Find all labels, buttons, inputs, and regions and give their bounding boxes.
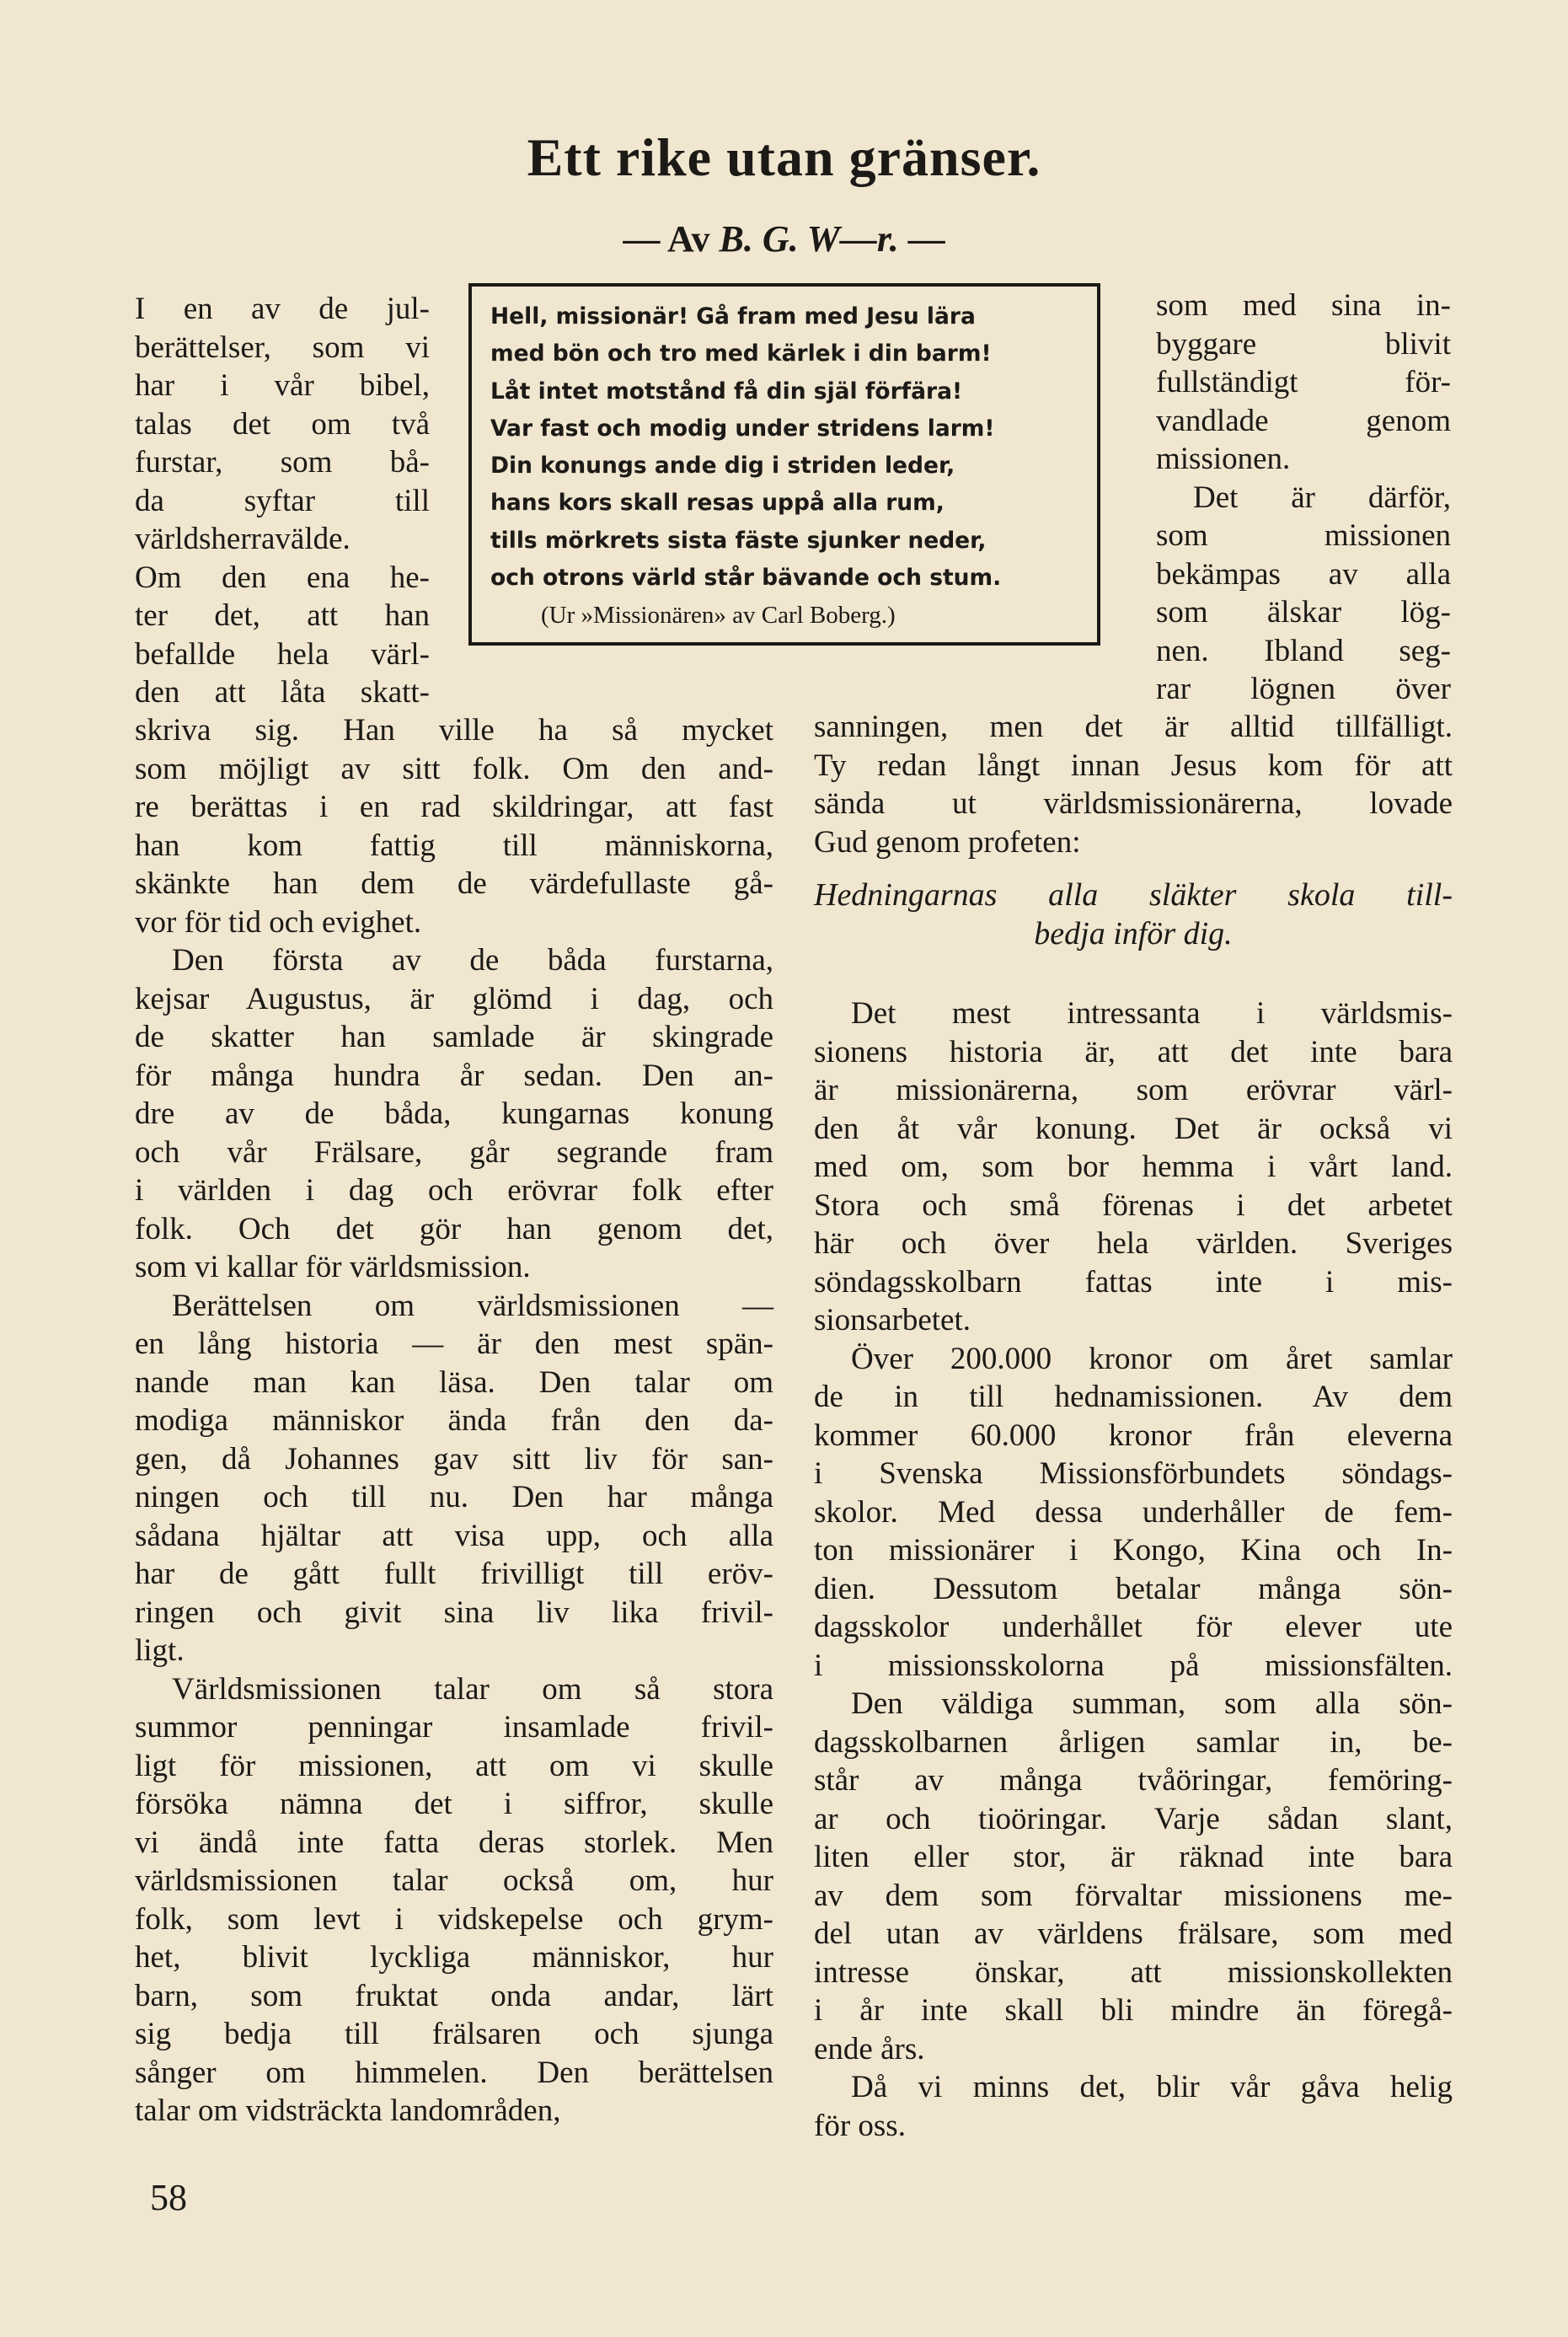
text-line: Den första av de båda furstarna, bbox=[172, 943, 773, 978]
text-line: här och över hela världen. Sveriges bbox=[814, 1226, 1453, 1261]
right-column-text-b bbox=[814, 994, 1453, 2145]
text-line: är missionärerna, som erövrar värl- bbox=[814, 1073, 1453, 1107]
text-line: de in till hednamissionen. Av dem bbox=[814, 1380, 1453, 1414]
text-line: försöka nämna det i siffror, skulle bbox=[135, 1787, 773, 1821]
text-line: sånger om himmelen. Den berättelsen bbox=[135, 2055, 773, 2090]
byline-author: B. G. W—r. bbox=[719, 218, 899, 260]
byline-prefix: — Av bbox=[623, 218, 720, 260]
text-line: Då vi minns det, blir vår gåva helig bbox=[851, 2070, 1453, 2104]
text-line: Det mest intressanta i världsmis- bbox=[851, 996, 1453, 1031]
text-line: står av många tvåöringar, femöring- bbox=[814, 1763, 1453, 1798]
left-column-text bbox=[135, 711, 773, 2131]
poem-line: hans kors skall resas uppå alla rum, bbox=[490, 490, 945, 517]
text-line: I en av de jul- bbox=[135, 292, 430, 326]
text-line: världsherravälde. bbox=[135, 522, 351, 556]
text-line: befallde hela värl- bbox=[135, 636, 430, 672]
byline-suffix: — bbox=[898, 218, 945, 260]
page-title: Ett rike utan gränser. bbox=[527, 127, 1041, 187]
text-line: rar lögnen över bbox=[1156, 672, 1451, 706]
text-line: berättelser, som vi bbox=[135, 330, 430, 365]
right-column-wrap-text bbox=[1156, 287, 1451, 709]
text-line: söndagsskolbarn fattas inte i mis- bbox=[814, 1264, 1453, 1300]
quote-line: Hedningarnas alla släkter skola till- bbox=[814, 877, 1453, 913]
text-line: vor för tid och evighet. bbox=[135, 904, 422, 940]
text-line: Över 200.000 kronor om året samlar bbox=[851, 1341, 1453, 1376]
text-line: re berättas i en rad skildringar, att fast bbox=[135, 790, 773, 824]
text-line: ningen och till nu. Den har många bbox=[135, 1480, 773, 1514]
text-line: världsmissionen talar också om, hur bbox=[135, 1863, 773, 1898]
text-line: dagsskolor underhållet för elever ute bbox=[814, 1610, 1453, 1644]
text-line: av dem som förvaltar missionens me- bbox=[814, 1878, 1453, 1913]
text-line: och vår Frälsare, går segrande fram bbox=[135, 1134, 773, 1170]
text-line: har i vår bibel, bbox=[135, 368, 430, 403]
text-line: skriva sig. Han ville ha så mycket bbox=[135, 713, 773, 748]
text-line: Den väldiga summan, som alla sön- bbox=[851, 1686, 1453, 1721]
page-number: 58 bbox=[150, 2177, 187, 2218]
text-line: för många hundra år sedan. Den an- bbox=[135, 1058, 773, 1093]
text-line: i år inte skall bli mindre än föregå- bbox=[814, 1993, 1453, 2028]
text-line: Om den ena he- bbox=[135, 560, 430, 595]
text-line: Ty redan långt innan Jesus kom för att bbox=[814, 748, 1453, 783]
text-line: han kom fattig till människorna, bbox=[135, 828, 773, 863]
text-line: som med sina in- bbox=[1156, 288, 1451, 323]
poem-line: Din konungs ande dig i striden leder, bbox=[490, 453, 955, 480]
text-line: ton missionärer i Kongo, Kina och In- bbox=[814, 1533, 1453, 1568]
text-line: summor penningar insamlade frivil- bbox=[135, 1710, 773, 1745]
text-line: sionsarbetet. bbox=[814, 1303, 971, 1337]
text-line: sionens historia är, att det inte bara bbox=[814, 1034, 1453, 1069]
text-line: dien. Dessutom betalar många sön- bbox=[814, 1571, 1453, 1606]
text-line: het, blivit lyckliga människor, hur bbox=[135, 1940, 773, 1975]
text-line: byggare blivit bbox=[1156, 326, 1451, 362]
text-line: vandlade genom bbox=[1156, 403, 1451, 438]
text-line: som missionen bbox=[1156, 518, 1451, 553]
poem-line: Hell, missionär! Gå fram med Jesu lära bbox=[490, 303, 976, 330]
text-line: skänkte han dem de värdefullaste gå- bbox=[135, 866, 773, 901]
text-line: talas det om två bbox=[135, 406, 430, 442]
text-line: liten eller stor, är räknad inte bara bbox=[814, 1840, 1453, 1874]
text-line: kommer 60.000 kronor från eleverna bbox=[814, 1418, 1453, 1453]
text-line: sanningen, men det är alltid tillfälligt. bbox=[814, 710, 1453, 744]
text-line: bekämpas av alla bbox=[1156, 556, 1451, 592]
text-line: för oss. bbox=[814, 2108, 906, 2143]
text-line: den att låta skatt- bbox=[135, 675, 430, 710]
text-line: skolor. Med dessa underhåller de fem- bbox=[814, 1494, 1453, 1530]
text-line: Det är därför, bbox=[1193, 480, 1451, 515]
text-line: sig bedja till frälsaren och sjunga bbox=[135, 2017, 773, 2051]
poem-line: med bön och tro med kärlek i din barm! bbox=[490, 340, 992, 367]
text-line: sådana hjältar att visa upp, och alla bbox=[135, 1518, 773, 1553]
text-line: sända ut världsmissionärerna, lovade bbox=[814, 786, 1453, 821]
text-line: som vi kallar för världsmission. bbox=[135, 1250, 531, 1284]
byline bbox=[0, 217, 1568, 260]
quote-line: bedja inför dig. bbox=[1034, 915, 1233, 951]
text-line: ligt för missionen, att om vi skulle bbox=[135, 1748, 773, 1783]
text-line: Gud genom profeten: bbox=[814, 824, 1081, 860]
text-line: folk, som levt i vidskepelse och grym- bbox=[135, 1901, 773, 1937]
left-column-wrap-text bbox=[135, 290, 430, 712]
text-line: med om, som bor hemma i vårt land. bbox=[814, 1150, 1453, 1184]
text-line: modiga människor ända från den da- bbox=[135, 1403, 773, 1438]
text-line: ar och tioöringar. Varje sådan slant, bbox=[814, 1801, 1453, 1836]
right-column-text-a bbox=[814, 708, 1453, 861]
text-line: talar om vidsträckta landområden, bbox=[135, 2093, 561, 2128]
text-line: da syftar till bbox=[135, 483, 430, 518]
text-line: i Svenska Missionsförbundets söndags- bbox=[814, 1456, 1453, 1491]
text-line: i världen i dag och erövrar folk efter bbox=[135, 1173, 773, 1208]
text-line: vi ändå inte fatta deras storlek. Men bbox=[135, 1825, 773, 1860]
text-line: kejsar Augustus, är glömd i dag, och bbox=[135, 981, 773, 1016]
text-line: Stora och små förenas i det arbetet bbox=[814, 1187, 1453, 1223]
text-line: dagsskolbarnen årligen samlar in, be- bbox=[814, 1724, 1453, 1760]
poem-source: (Ur »Missionären» av Carl Boberg.) bbox=[541, 602, 896, 630]
text-line: furstar, som bå- bbox=[135, 445, 430, 480]
text-line: folk. Och det gör han genom det, bbox=[135, 1211, 773, 1246]
text-line: intresse önskar, att missionskollekten bbox=[814, 1954, 1453, 1990]
text-line: del utan av världens frälsare, som med bbox=[814, 1916, 1453, 1951]
text-line: gen, då Johannes gav sitt liv för san- bbox=[135, 1441, 773, 1477]
text-line: nande man kan läsa. Den talar om bbox=[135, 1364, 773, 1400]
poem-box bbox=[468, 283, 1100, 646]
text-line: nen. Ibland seg- bbox=[1156, 633, 1451, 668]
text-line: barn, som fruktat onda andar, lärt bbox=[135, 1978, 773, 2013]
text-line: en lång historia — är den mest spän- bbox=[135, 1327, 773, 1361]
text-line: som möjligt av sitt folk. Om den and- bbox=[135, 751, 773, 786]
text-line: ringen och givit sina liv lika frivil- bbox=[135, 1595, 773, 1630]
poem-line: tills mörkrets sista fäste sjunker neder, bbox=[490, 527, 987, 554]
text-line: fullständigt för- bbox=[1156, 365, 1451, 399]
text-line: dre av de båda, kungarnas konung bbox=[135, 1096, 773, 1131]
text-line: den åt vår konung. Det är också vi bbox=[814, 1111, 1453, 1146]
text-line: i missionsskolorna på missionsfälten. bbox=[814, 1648, 1453, 1683]
text-line: Världsmissionen talar om så stora bbox=[172, 1671, 773, 1707]
text-line: har de gått fullt frivilligt till eröv- bbox=[135, 1557, 773, 1591]
text-line: ende års. bbox=[814, 2031, 925, 2066]
text-line: ligt. bbox=[135, 1633, 185, 1668]
text-line: ter det, att han bbox=[135, 598, 430, 633]
text-line: som älskar lög- bbox=[1156, 595, 1451, 630]
poem-line: Var fast och modig under stridens larm! bbox=[490, 415, 995, 442]
poem-line: Låt intet motstånd få din själ förfära! bbox=[490, 378, 963, 405]
bible-quote bbox=[814, 876, 1453, 953]
poem-line: och otrons värld står bävande och stum. bbox=[490, 565, 1002, 592]
text-line: de skatter han samlade är skingrade bbox=[135, 1020, 773, 1054]
text-line: Berättelsen om världsmissionen — bbox=[172, 1288, 773, 1323]
text-line: missionen. bbox=[1156, 442, 1291, 476]
